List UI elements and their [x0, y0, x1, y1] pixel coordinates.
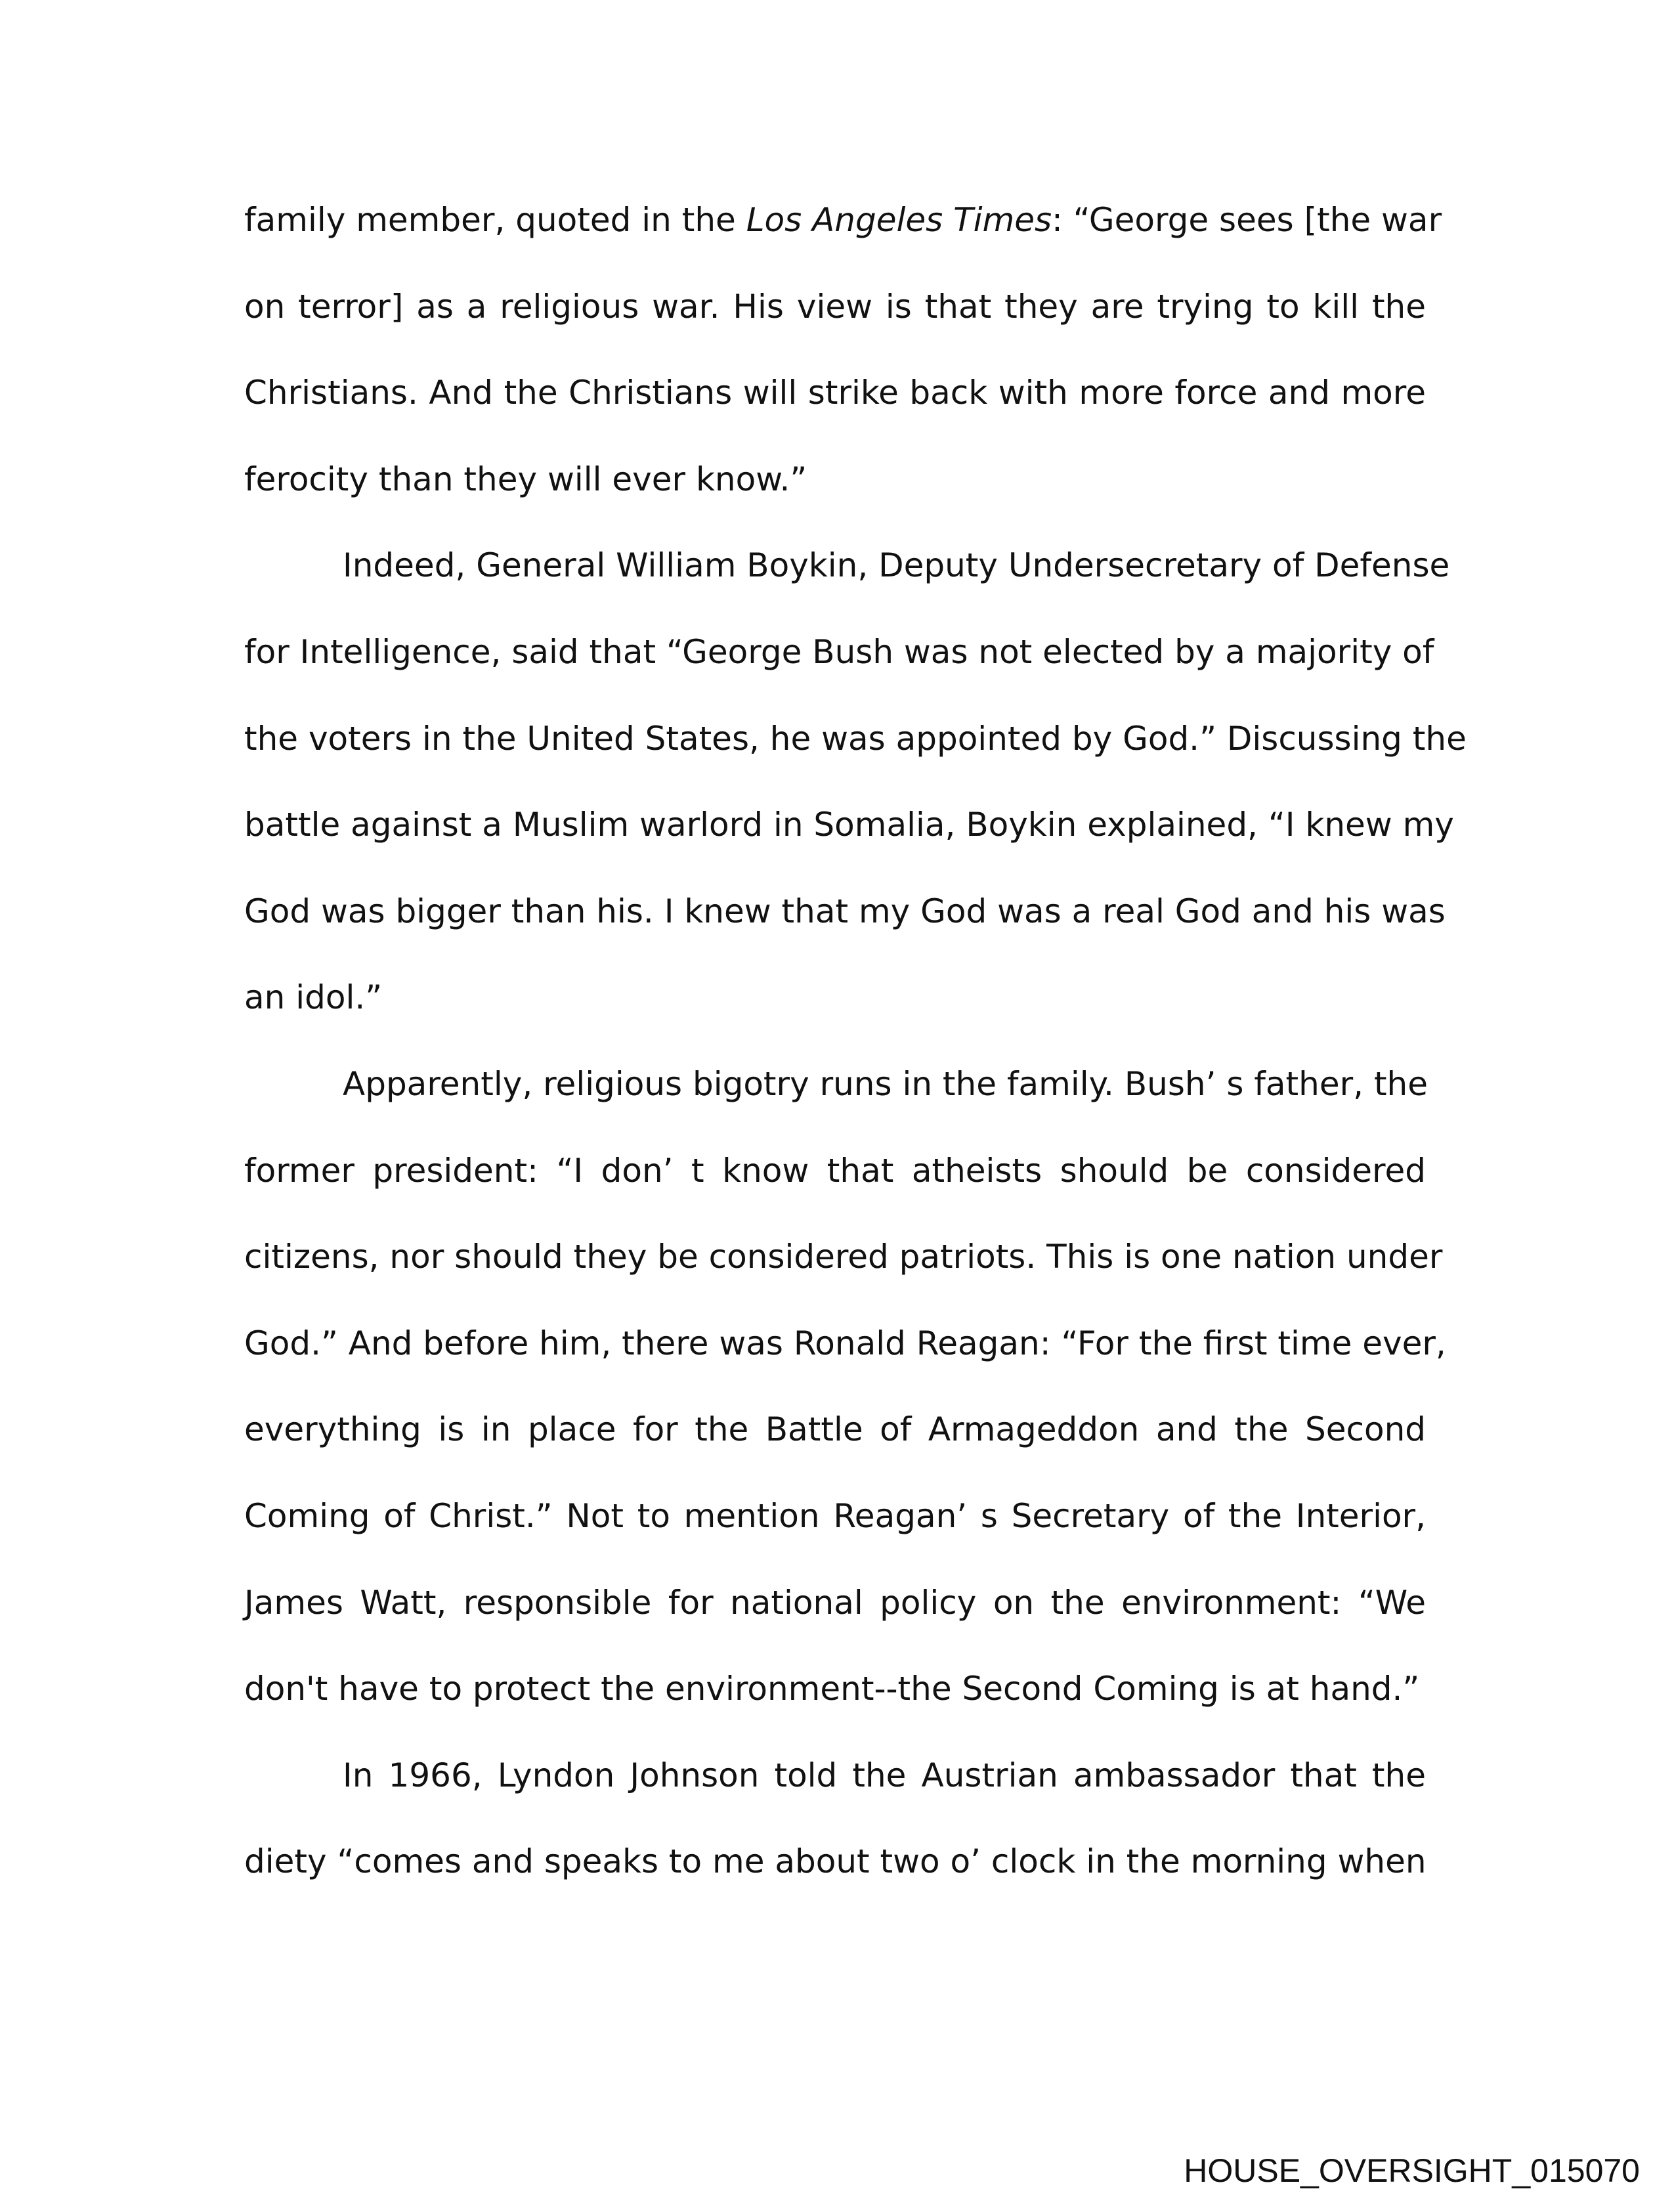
italic-title: Los Angeles Times [746, 201, 1052, 239]
line-text: family member, quoted in the [244, 201, 746, 239]
line-text: God.” And before him, there was Ronald Reagan: “For the first time ever, [244, 1324, 1446, 1362]
text-line [244, 869, 1446, 955]
line-text: Apparently, religious bigotry runs in the family. Bush’ s father, the [343, 1064, 1428, 1103]
line-text: James Watt, responsible for national policy on the environment: “We [244, 1583, 1426, 1622]
line-text: battle against a Muslim warlord in Somalia, Boykin explained, “I knew my [244, 806, 1454, 844]
text-line [244, 437, 1426, 523]
text-line [244, 609, 1434, 696]
line-text: everything is in place for the Battle of Armageddon and the Second [244, 1410, 1426, 1449]
line-text: citizens, nor should they be considered patriots. This is one nation under [244, 1238, 1443, 1276]
line-text: for Intelligence, said that “George Bush was not elected by a majority of [244, 632, 1434, 671]
line-text: : “George sees [the war [1052, 201, 1442, 239]
line-text: ferocity than they will ever know.” [244, 460, 807, 498]
text-line [244, 1041, 1426, 1128]
body-text [244, 177, 1467, 1905]
text-line [244, 1128, 1426, 1215]
line-text: Christians. And the Christians will strike back with more force and more [244, 374, 1426, 412]
text-line [244, 523, 1450, 609]
text-line [244, 264, 1426, 351]
text-line [244, 1819, 1426, 1905]
text-line [244, 696, 1467, 783]
text-line [244, 955, 1426, 1041]
line-text: the voters in the United States, he was appointed by God.” Discussing the [244, 719, 1467, 758]
line-text: God was bigger than his. I knew that my God was a real God and his was [244, 892, 1446, 930]
text-line [244, 1646, 1426, 1733]
text-line [244, 177, 1442, 264]
line-text: diety “comes and speaks to me about two o’ clock in the morning when [244, 1842, 1427, 1881]
line-text: Coming of Christ.” Not to mention Reagan’ s Secretary of the Interior, [244, 1496, 1426, 1535]
text-line [244, 1733, 1426, 1819]
line-text: Indeed, General William Boykin, Deputy Undersecretary of Defense [343, 546, 1450, 585]
text-line [244, 1301, 1446, 1387]
line-text: an idol.” [244, 978, 383, 1017]
text-line [244, 1214, 1443, 1301]
text-line [244, 1560, 1426, 1647]
text-line [244, 1473, 1426, 1560]
line-text: former president: “I don’ t know that atheists should be considered [244, 1151, 1426, 1190]
text-line [244, 782, 1454, 869]
line-text: In 1966, Lyndon Johnson told the Austrian ambassador that the [343, 1756, 1426, 1794]
text-line [244, 1387, 1426, 1473]
text-line [244, 350, 1426, 437]
bates-number: HOUSE_OVERSIGHT_015070 [1184, 2152, 1640, 2189]
line-text: don't have to protect the environment--the Second Coming is at hand.” [244, 1670, 1420, 1708]
line-text: on terror] as a religious war. His view is that they are trying to kill the [244, 287, 1426, 326]
